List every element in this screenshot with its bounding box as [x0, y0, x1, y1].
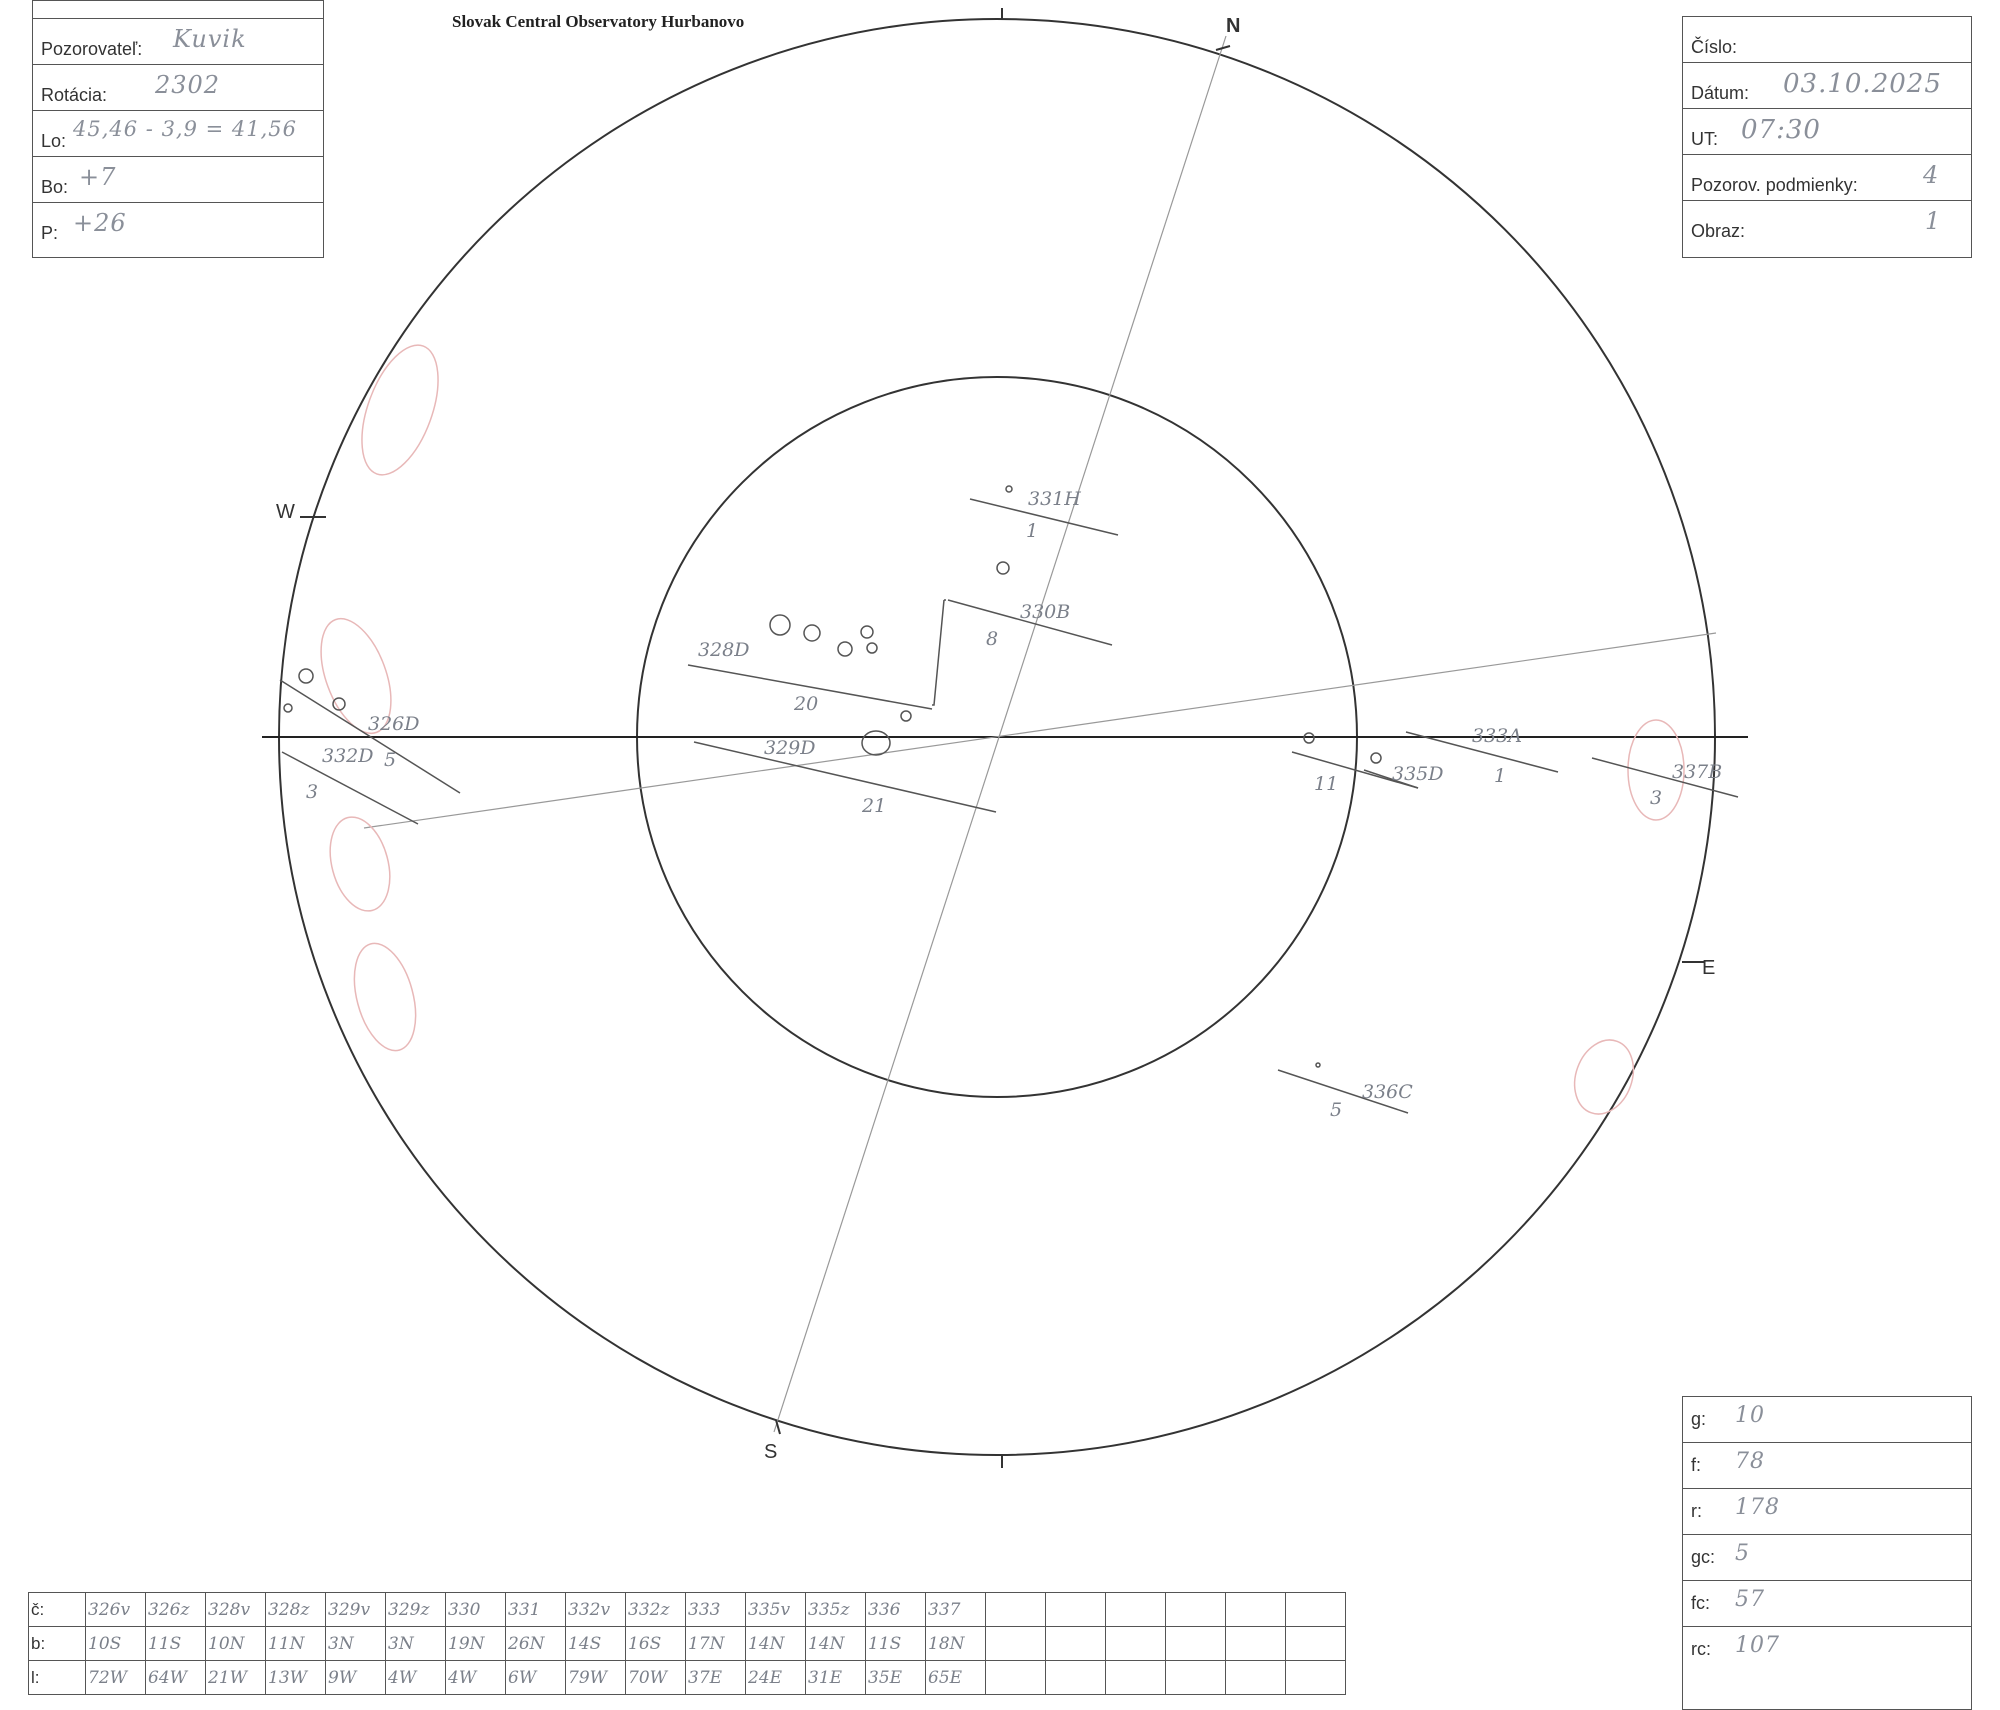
- group-335D-count: 11: [1314, 773, 1339, 795]
- table-cell: 332z: [626, 1593, 686, 1627]
- group-332D-count: 3: [306, 781, 319, 803]
- table-cell: 333: [686, 1593, 746, 1627]
- count-gc-row: gc: 5: [1683, 1535, 1971, 1581]
- table-cell: [1286, 1661, 1346, 1695]
- table-cell: 328z: [266, 1593, 326, 1627]
- table-cell: 3N: [386, 1627, 446, 1661]
- table-cell: [1046, 1593, 1106, 1627]
- cislo-row: Číslo:: [1683, 17, 1971, 63]
- table-cell: [1106, 1661, 1166, 1695]
- table-cell: 70W: [626, 1661, 686, 1695]
- table-cell: 18N: [926, 1627, 986, 1661]
- date-row: Dátum: 03.10.2025: [1683, 63, 1971, 109]
- table-cell: [986, 1593, 1046, 1627]
- group-330B-count: 8: [986, 628, 999, 650]
- table-cell: 16S: [626, 1627, 686, 1661]
- group-333A-label: 333A: [1472, 725, 1522, 747]
- table-cell: [1226, 1627, 1286, 1661]
- table-cell: 14S: [566, 1627, 626, 1661]
- table-cell: 35E: [866, 1661, 926, 1695]
- group-337B-count: 3: [1650, 787, 1663, 809]
- table-cell: 65E: [926, 1661, 986, 1695]
- group-337B-label: 337B: [1672, 761, 1723, 783]
- west-label: W: [276, 501, 295, 523]
- table-cell: [1166, 1593, 1226, 1627]
- table-cell: [1226, 1593, 1286, 1627]
- counts-box: [1682, 1396, 1972, 1710]
- group-333A-count: 1: [1494, 765, 1507, 787]
- table-cell: 13W: [266, 1661, 326, 1695]
- table-cell: [986, 1661, 1046, 1695]
- group-329D-label: 329D: [764, 737, 816, 759]
- group-326D-count: 5: [384, 749, 397, 771]
- group-336C-label: 336C: [1362, 1081, 1413, 1103]
- sunspot-marks: [280, 486, 1738, 1113]
- table-cell: 328v: [206, 1593, 266, 1627]
- table-cell: 11S: [866, 1627, 926, 1661]
- table-cell: [1106, 1627, 1166, 1661]
- count-g-value: 10: [1735, 1403, 1765, 1428]
- rotation-value: 2302: [155, 71, 221, 99]
- p-row: P: +26: [41, 209, 127, 243]
- table-cell: 331: [506, 1593, 566, 1627]
- table-cell: 10N: [206, 1627, 266, 1661]
- east-label: E: [1702, 957, 1716, 979]
- table-cell: 26N: [506, 1627, 566, 1661]
- table-cell: 14N: [746, 1627, 806, 1661]
- row-label: l:: [29, 1661, 86, 1695]
- ut-row: UT: 07:30: [1683, 109, 1971, 155]
- group-326D-label: 326D: [368, 713, 420, 735]
- table-row: [29, 1661, 1346, 1695]
- table-cell: 335v: [746, 1593, 806, 1627]
- table-cell: 9W: [326, 1661, 386, 1695]
- count-r-value: 178: [1735, 1495, 1780, 1520]
- group-331H-count: 1: [1026, 520, 1039, 542]
- group-table: [28, 1592, 1346, 1695]
- table-cell: 335z: [806, 1593, 866, 1627]
- group-336C-count: 5: [1330, 1099, 1343, 1121]
- table-cell: [1226, 1661, 1286, 1695]
- table-cell: [986, 1627, 1046, 1661]
- table-cell: 326v: [86, 1593, 146, 1627]
- table-cell: 326z: [146, 1593, 206, 1627]
- table-cell: 329v: [326, 1593, 386, 1627]
- observer-value: Kuvik: [173, 25, 247, 53]
- south-label: S: [764, 1441, 778, 1463]
- observer-row: Pozorovateľ: Kuvik: [33, 19, 323, 65]
- table-cell: 330: [446, 1593, 506, 1627]
- table-cell: [1166, 1627, 1226, 1661]
- table-cell: 3N: [326, 1627, 386, 1661]
- table-cell: 10S: [86, 1627, 146, 1661]
- table-cell: 31E: [806, 1661, 866, 1695]
- table-cell: [1106, 1593, 1166, 1627]
- lo-row: Lo: 45,46 - 3,9 = 41,56: [33, 111, 323, 157]
- group-335D-label: 335D: [1392, 763, 1444, 785]
- table-cell: 4W: [386, 1661, 446, 1695]
- rotation-axis-line: [774, 36, 1226, 1432]
- observatory-title: Slovak Central Observatory Hurbanovo: [452, 12, 745, 31]
- table-cell: [1166, 1661, 1226, 1695]
- bo-value: +7: [79, 163, 117, 191]
- bo-row: Bo: +7: [33, 157, 323, 203]
- table-cell: 4W: [446, 1661, 506, 1695]
- table-row: [29, 1627, 1346, 1661]
- image-row: Obraz: 1: [1691, 207, 1942, 241]
- table-cell: 11S: [146, 1627, 206, 1661]
- table-cell: 329z: [386, 1593, 446, 1627]
- count-f-row: f: 78: [1683, 1443, 1971, 1489]
- table-cell: 72W: [86, 1661, 146, 1695]
- north-label: N: [1226, 15, 1241, 37]
- conditions-row: Pozorov. podmienky: 4: [1683, 155, 1971, 201]
- image-value: 1: [1925, 207, 1942, 235]
- count-f-value: 78: [1735, 1449, 1765, 1474]
- count-fc-row: fc: 57: [1683, 1581, 1971, 1627]
- table-cell: 19N: [446, 1627, 506, 1661]
- table-cell: [1046, 1661, 1106, 1695]
- ut-value: 07:30: [1741, 115, 1821, 145]
- group-330B-label: 330B: [1020, 601, 1071, 623]
- table-row: [29, 1593, 1346, 1627]
- table-cell: 337: [926, 1593, 986, 1627]
- table-cell: 21W: [206, 1661, 266, 1695]
- table-cell: 14N: [806, 1627, 866, 1661]
- count-r-row: r: 178: [1683, 1489, 1971, 1535]
- table-cell: 6W: [506, 1661, 566, 1695]
- table-cell: 37E: [686, 1661, 746, 1695]
- table-cell: 79W: [566, 1661, 626, 1695]
- table-cell: 332v: [566, 1593, 626, 1627]
- conditions-value: 4: [1923, 161, 1940, 189]
- table-cell: 24E: [746, 1661, 806, 1695]
- count-gc-value: 5: [1735, 1541, 1750, 1566]
- count-fc-value: 57: [1735, 1587, 1765, 1612]
- date-value: 03.10.2025: [1783, 69, 1942, 99]
- table-cell: 17N: [686, 1627, 746, 1661]
- table-cell: 336: [866, 1593, 926, 1627]
- group-328D-label: 328D: [698, 639, 750, 661]
- table-cell: 11N: [266, 1627, 326, 1661]
- group-331H-label: 331H: [1028, 488, 1081, 510]
- table-cell: [1046, 1627, 1106, 1661]
- row-label: č:: [29, 1593, 86, 1627]
- p-value: +26: [73, 209, 127, 237]
- table-cell: 64W: [146, 1661, 206, 1695]
- count-rc-value: 107: [1735, 1633, 1780, 1658]
- group-328D-count: 20: [794, 693, 819, 715]
- lo-value: 45,46 - 3,9 = 41,56: [73, 117, 298, 141]
- rotation-row: Rotácia: 2302: [33, 65, 323, 111]
- count-rc-row: rc: 107: [1691, 1633, 1780, 1659]
- table-cell: [1286, 1593, 1346, 1627]
- group-332D-label: 332D: [322, 745, 374, 767]
- count-g-row: g: 10: [1683, 1397, 1971, 1443]
- group-329D-count: 21: [862, 795, 887, 817]
- table-cell: [1286, 1627, 1346, 1661]
- row-label: b:: [29, 1627, 86, 1661]
